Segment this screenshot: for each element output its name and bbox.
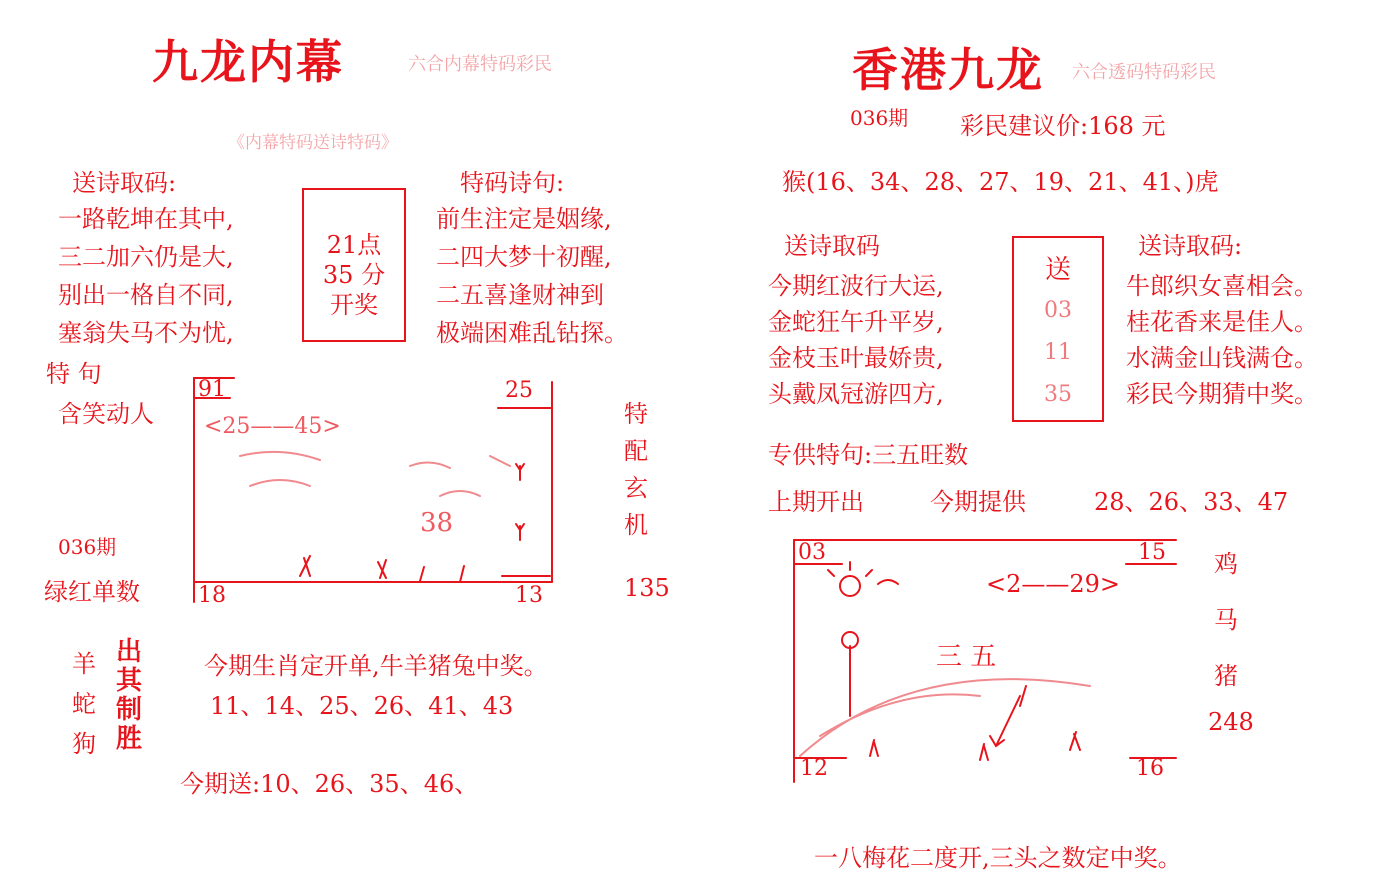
poem-line: 塞翁失马不为忧, [58,319,234,347]
draw-label: 开奖 [330,291,378,319]
zodiac-item: 羊 [72,650,96,678]
slogan-char: 制 [116,695,143,725]
right-corner-bl: 12 [800,756,828,781]
special-phrase-right: 专供特句:三五旺数 [768,441,969,469]
poem-line: 牛郎织女喜相会。 [1126,272,1318,300]
last-issue-label: 上期开出 [768,488,864,516]
right-side-number: 248 [1208,708,1254,736]
provide-numbers: 28、26、33、47 [1094,488,1289,516]
send-box [1012,236,1104,422]
send-box-number: 35 [1044,382,1072,407]
left-poem-right-header: 特码诗句: [460,169,565,197]
side-label [624,396,648,544]
send-box-label: 送 [1044,255,1071,285]
side-char: 特 [624,400,648,428]
zodiac-numbers: 11、14、25、26、41、43 [210,692,514,720]
left-corner-bl: 18 [198,583,226,608]
right-poem-right-header: 送诗取码: [1138,232,1243,260]
send-box-number: 11 [1044,340,1072,365]
right-title: 香港九龙 [852,43,1044,97]
send-box-number: 03 [1044,298,1072,323]
left-title: 九龙内幕 [152,35,344,89]
numbers-line: 猴(16、34、28、27、19、21、41、)虎 [782,168,1219,196]
right-corner-tl: 03 [798,540,826,565]
right-corner-br: 16 [1136,756,1164,781]
left-subtitle: 《内幕特码送诗特码》 [228,133,398,153]
side-animal: 马 [1214,606,1238,634]
poem-line: 三二加六仍是大, [58,243,234,271]
right-sketch-range: <2——29> [986,570,1121,598]
poem-line: 极端困难乱钻探。 [436,319,628,347]
slogan-char: 其 [116,666,143,696]
left-poem-left [58,200,234,352]
this-issue-label: 今期提供 [930,488,1026,516]
bottom-line: 一八梅花二度开,三头之数定中奖。 [814,844,1182,872]
poem-line: 彩民今期猜中奖。 [1126,380,1318,408]
left-poem-right [436,200,628,352]
right-title-note: 六合透码特码彩民 [1072,62,1216,83]
poem-line: 二五喜逢财神到 [436,281,604,309]
poem-line: 金枝玉叶最娇贵, [768,344,944,372]
side-animal: 鸡 [1214,550,1238,578]
right-poem-right [1126,268,1318,412]
left-sketch-range: <25——45> [204,414,341,439]
special-label: 特 句 [46,360,102,388]
left-poem-left-header: 送诗取码: [72,169,177,197]
side-char: 玄 [624,474,648,502]
slogan-char: 胜 [116,724,143,754]
left-sketch-num: 38 [420,508,454,538]
poem-line: 桂花香来是佳人。 [1126,308,1318,336]
zodiac-line: 今期生肖定开单,牛羊猪兔中奖。 [204,652,548,680]
poem-line: 头戴凤冠游四方, [768,380,944,408]
special-phrase: 含笑动人 [58,400,154,428]
right-poem-left [768,268,944,412]
poem-line: 二四大梦十初醒, [436,243,612,271]
zodiac-list [72,644,96,764]
zodiac-item: 狗 [72,730,96,758]
poem-line: 一路乾坤在其中, [58,205,234,233]
side-char: 机 [624,511,648,539]
left-title-note: 六合内幕特码彩民 [408,54,552,75]
side-animal: 猪 [1214,662,1238,690]
side-animals [1214,536,1238,704]
left-corner-tr: 25 [505,378,533,403]
price: 彩民建议价:168 元 [960,112,1166,140]
slogan-char: 出 [116,637,143,667]
right-sketch-text: 三 五 [936,642,997,672]
side-number: 135 [624,574,670,602]
left-corner-br: 13 [515,583,543,608]
right-poem-left-header: 送诗取码 [784,232,880,260]
left-issue: 036期 [58,535,117,559]
draw-hour: 21点 [326,231,382,259]
send-line: 今期送:10、26、35、46、 [180,770,479,798]
poem-line: 水满金山钱满仓。 [1126,344,1318,372]
poem-line: 别出一格自不同, [58,281,234,309]
color-label: 绿红单数 [44,578,140,606]
poem-line: 金蛇狂午升平岁, [768,308,944,336]
left-sketch-frame [190,376,560,606]
draw-time-box [302,188,406,342]
right-issue: 036期 [850,106,909,130]
draw-minute: 35 分 [322,261,386,289]
right-corner-tr: 15 [1138,540,1166,565]
zodiac-slogan [116,638,142,754]
left-corner-tl: 91 [198,377,226,402]
side-char: 配 [624,437,648,465]
zodiac-item: 蛇 [72,690,96,718]
poem-line: 前生注定是姻缘, [436,205,612,233]
poem-line: 今期红波行大运, [768,272,944,300]
